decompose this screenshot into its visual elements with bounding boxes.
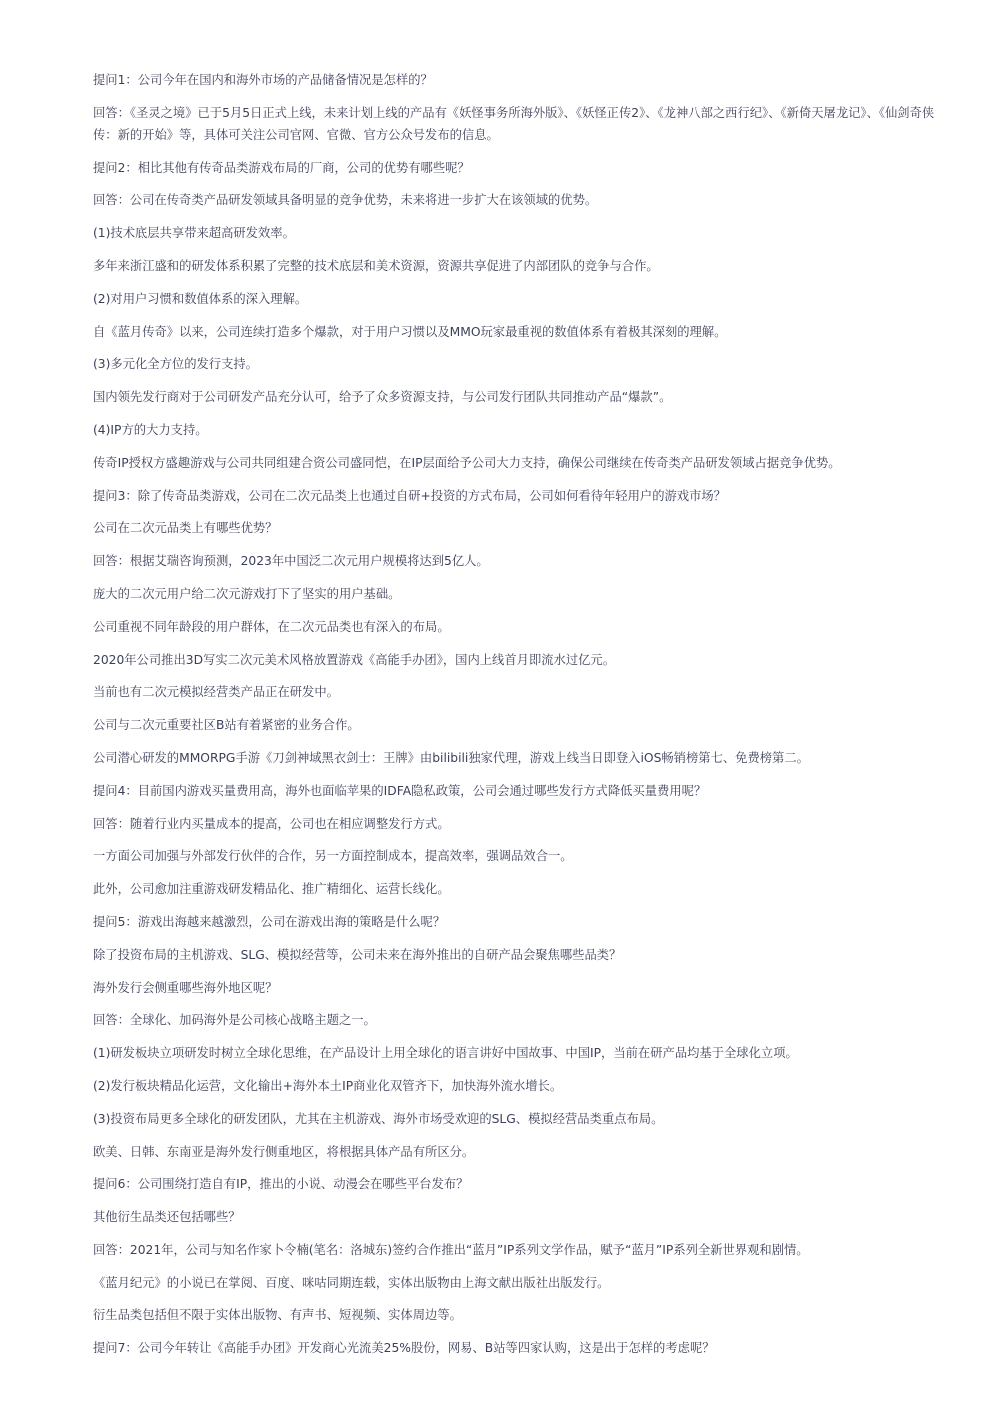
answer-5-point-1: (1)研发板块立项研发时树立全球化思维，在产品设计上用全球化的语言讲好中国故事、中国IP，当前在研产品均基于全球化立项。 [93,1046,798,1061]
question-6: 提问6：公司围绕打造自有IP，推出的小说、动漫会在哪些平台发布？ [93,1177,469,1192]
answer-3-detail-1: 庞大的二次元用户给二次元游戏打下了坚实的用户基础。 [93,586,401,601]
answer-3-detail-6: 公司潜心研发的MMORPG手游《刀剑神域黑衣剑士：王牌》由bilibili独家代理，游戏上线当日即登入iOS畅销榜第七、免费榜第二。 [93,750,809,765]
answer-4-detail-1: 一方面公司加强与外部发行伙伴的合作，另一方面控制成本，提高效率，强调品效合一。 [93,849,573,864]
answer-2-point-3-detail: 国内领先发行商对于公司研发产品充分认可，给予了众多资源支持，与公司发行团队共同推动产品“爆款”。 [93,390,672,405]
answer-6-detail-1: 《蓝月纪元》的小说已在掌阅、百度、咪咕同期连载，实体出版物由上海文献出版社出版发行。 [93,1275,610,1290]
question-1: 提问1：公司今年在国内和海外市场的产品储备情况是怎样的？ [93,73,433,87]
answer-3-detail-4: 当前也有二次元模拟经营类产品正在研发中。 [93,685,339,700]
answer-2-point-2-detail: 自《蓝月传奇》以来，公司连续打造多个爆款，对于用户习惯以及MMO玩家最重视的数值体系有着极其深刻的理解。 [93,324,727,339]
answer-3: 回答：根据艾瑞咨询预测，2023年中国泛二次元用户规模将达到5亿人。 [93,554,489,569]
answer-2-point-1: (1)技术底层共享带来超高研发效率。 [93,226,295,241]
question-6-follow-up: 其他衍生品类还包括哪些？ [93,1210,241,1225]
question-3-follow-up: 公司在二次元品类上有哪些优势？ [93,521,278,536]
document-body [93,69,948,1370]
answer-2-point-1-detail: 多年来浙江盛和的研发体系积累了完整的技术底层和美术资源，资源共享促进了内部团队的竞争与合作。 [93,258,659,273]
answer-4: 回答：随着行业内买量成本的提高，公司也在相应调整发行方式。 [93,816,450,831]
answer-6-detail-2: 衍生品类包括但不限于实体出版物、有声书、短视频、实体周边等。 [93,1308,462,1323]
answer-6: 回答：2021年，公司与知名作家卜令楠(笔名：洛城东)签约合作推出“蓝月”IP系列文学作品，赋予“蓝月”IP系列全新世界观和剧情。 [93,1242,809,1257]
answer-2-point-2: (2)对用户习惯和数值体系的深入理解。 [93,291,308,306]
answer-3-detail-5: 公司与二次元重要社区B站有着紧密的业务合作。 [93,718,360,733]
answer-4-detail-2: 此外，公司愈加注重游戏研发精品化、推广精细化、运营长线化。 [93,882,450,897]
answer-5-point-3: (3)投资布局更多全球化的研发团队，尤其在主机游戏、海外市场受欢迎的SLG、模拟经营品类重点布局。 [93,1111,664,1126]
answer-2-point-4: (4)IP方的大力支持。 [93,422,208,437]
answer-3-detail-3: 2020年公司推出3D写实二次元美术风格放置游戏《高能手办团》，国内上线首月即流水过亿元。 [93,652,616,667]
question-5-follow-up-1: 除了投资布局的主机游戏、SLG、模拟经营等，公司未来在海外推出的自研产品会聚焦哪些品类？ [93,947,622,962]
question-5: 提问5：游戏出海越来越激烈，公司在游戏出海的策略是什么呢？ [93,914,446,929]
question-3: 提问3：除了传奇品类游戏，公司在二次元品类上也通过自研+投资的方式布局，公司如何看待年轻用户的游戏市场？ [93,488,726,503]
answer-2: 回答：公司在传奇类产品研发领域具备明显的竞争优势，未来将进一步扩大在该领域的优势。 [93,193,598,208]
question-5-follow-up-2: 海外发行会侧重哪些海外地区呢？ [93,980,278,995]
answer-5-detail: 欧美、日韩、东南亚是海外发行侧重地区，将根据具体产品有所区分。 [93,1144,475,1159]
answer-2-point-4-detail: 传奇IP授权方盛趣游戏与公司共同组建合资公司盛同恺，在IP层面给予公司大力支持，确保公司继续在传奇类产品研发领域占据竞争优势。 [93,455,841,470]
answer-2-point-3: (3)多元化全方位的发行支持。 [93,357,258,372]
answer-5-point-2: (2)发行板块精品化运营，文化输出+海外本土IP商业化双管齐下，加快海外流水增长。 [93,1078,563,1093]
answer-5: 回答：全球化、加码海外是公司核心战略主题之一。 [93,1013,376,1028]
question-4: 提问4：目前国内游戏买量费用高，海外也面临苹果的IDFA隐私政策，公司会通过哪些发行方式降低买量费用呢？ [93,783,707,798]
question-2: 提问2：相比其他有传奇品类游戏布局的厂商，公司的优势有哪些呢？ [93,160,470,175]
answer-3-detail-2: 公司重视不同年龄段的用户群体，在二次元品类也有深入的布局。 [93,619,450,634]
answer-1: 回答：《圣灵之境》已于5月5日正式上线，未来计划上线的产品有《妖怪事务所海外版》、《妖怪正传2》、《龙神八部之西行纪》、《新倚天屠龙记》、《仙剑奇侠传：新的开始》等，具体可关注公司官网、官微、官方公众号发布的信息。 [93,105,935,142]
question-7: 提问7：公司今年转让《高能手办团》开发商心光流美25%股份，网易、B站等四家认购，这是出于怎样的考虑呢？ [93,1341,715,1356]
